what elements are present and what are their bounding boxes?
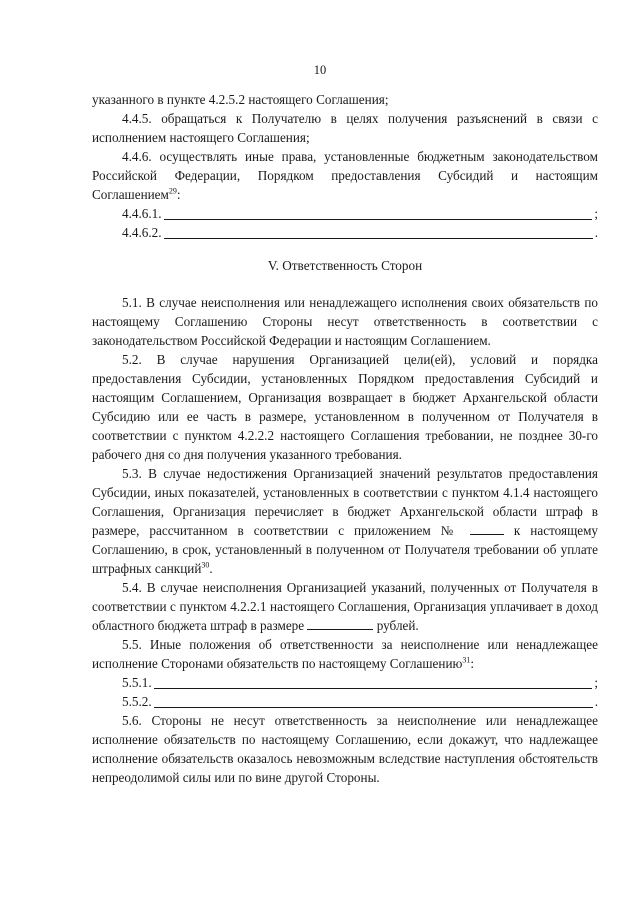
fill-in-line xyxy=(164,206,593,220)
item-number-5-5-1: 5.5.1. xyxy=(122,675,152,690)
blank-line-4-4-6-1 xyxy=(122,204,598,223)
fill-in-line xyxy=(164,225,593,239)
paragraph-5-4 xyxy=(92,578,598,635)
paragraph-5-3-text-a: 5.3. В случае недостижения Организацией значений результатов предоставления Субсидии, иных показателей, установленных в соответствии с пунктом 4.1.4 настоящего Соглашения, Организация перечисляет в бюджет Архангельской области штраф в размере, рассчитанном в соответствии с приложением № xyxy=(92,466,598,538)
footnote-ref-30: 30 xyxy=(201,560,210,570)
paragraph-5-5-text: 5.5. Иные положения об ответственности за неисполнение или ненадлежащее исполнение Сторонами обязательств по настоящему Соглашению xyxy=(92,637,598,671)
paragraph-5-5-colon: : xyxy=(470,656,475,671)
footnote-ref-31: 31 xyxy=(462,655,471,665)
paragraph-4-2-5-2-continuation: указанного в пункте 4.2.5.2 настоящего Соглашения; xyxy=(92,92,389,107)
item-punct: ; xyxy=(594,206,598,221)
paragraph-5-3-text-b: к настоящему Соглашению, в срок, установленный в полученном от Получателя требовании об уплате штрафных санкций xyxy=(92,523,599,576)
blank-line-5-5-1 xyxy=(122,673,598,692)
document-body xyxy=(92,90,598,787)
item-punct: . xyxy=(594,694,598,709)
paragraph-5-5 xyxy=(92,635,598,673)
page-number: 10 xyxy=(313,63,327,77)
item-number-4-4-6-2: 4.4.6.2. xyxy=(122,225,162,240)
paragraph-4-4-6-colon: : xyxy=(176,187,181,202)
section-title: V. Ответственность Сторон xyxy=(267,258,423,273)
item-number-4-4-6-1: 4.4.6.1. xyxy=(122,206,162,221)
amount-blank xyxy=(307,617,373,630)
item-number-5-5-2: 5.5.2. xyxy=(122,694,152,709)
blank-line-4-4-6-2 xyxy=(122,223,598,242)
paragraph-5-4-text-b: рублей. xyxy=(376,618,419,633)
appendix-number-blank xyxy=(470,522,504,535)
item-punct: ; xyxy=(594,675,598,690)
fill-in-line xyxy=(154,694,593,708)
paragraph-5-1: 5.1. В случае неисполнения или ненадлежащего исполнения своих обязательств по настоящему Соглашению Стороны несут ответственность в соответствии с законодательством Российской Федерации и настоящим Соглашением. xyxy=(92,295,598,348)
paragraph-4-4-6 xyxy=(92,147,598,204)
fill-in-line xyxy=(154,675,593,689)
paragraph-5-6: 5.6. Стороны не несут ответственность за неисполнение или ненадлежащее исполнение обязательств по настоящему Соглашению, если докажут, что надлежащее исполнение обязательств оказалось невозможным вследствие наступления обстоятельств непреодолимой силы или по вине другой Стороны. xyxy=(92,713,598,785)
footnote-ref-29: 29 xyxy=(168,186,177,196)
paragraph-4-4-5: 4.4.5. обращаться к Получателю в целях получения разъяснений в связи с исполнением настоящего Соглашения; xyxy=(92,111,598,145)
paragraph-5-4-text-a: 5.4. В случае неисполнения Организацией указаний, полученных от Получателя в соответствии с пунктом 4.2.2.1 настоящего Соглашения, Организация уплачивает в доход областного бюджета штраф в размере xyxy=(92,580,598,633)
paragraph-5-3-period: . xyxy=(209,561,213,576)
item-punct: . xyxy=(594,225,598,240)
blank-line-5-5-2 xyxy=(122,692,598,711)
paragraph-5-3 xyxy=(92,464,598,578)
paragraph-5-2: 5.2. В случае нарушения Организацией цели(ей), условий и порядка предоставления Субсидии, установленных Порядком предоставления Субсидий и настоящим Соглашением, Организация возвращает в бюджет Архангельской области Субсидию или ее часть в размере, установленном в полученном от Получателя в соответствии с пунктом 4.2.2.2 настоящего Соглашения требовании, не позднее 30-го рабочего дня со дня получения указанного требования. xyxy=(92,352,598,462)
paragraph-4-4-6-text: 4.4.6. осуществлять иные права, установленные бюджетным законодательством Российской Федерации, Порядком предоставления Субсидий и настоящим Соглашением xyxy=(92,149,598,202)
